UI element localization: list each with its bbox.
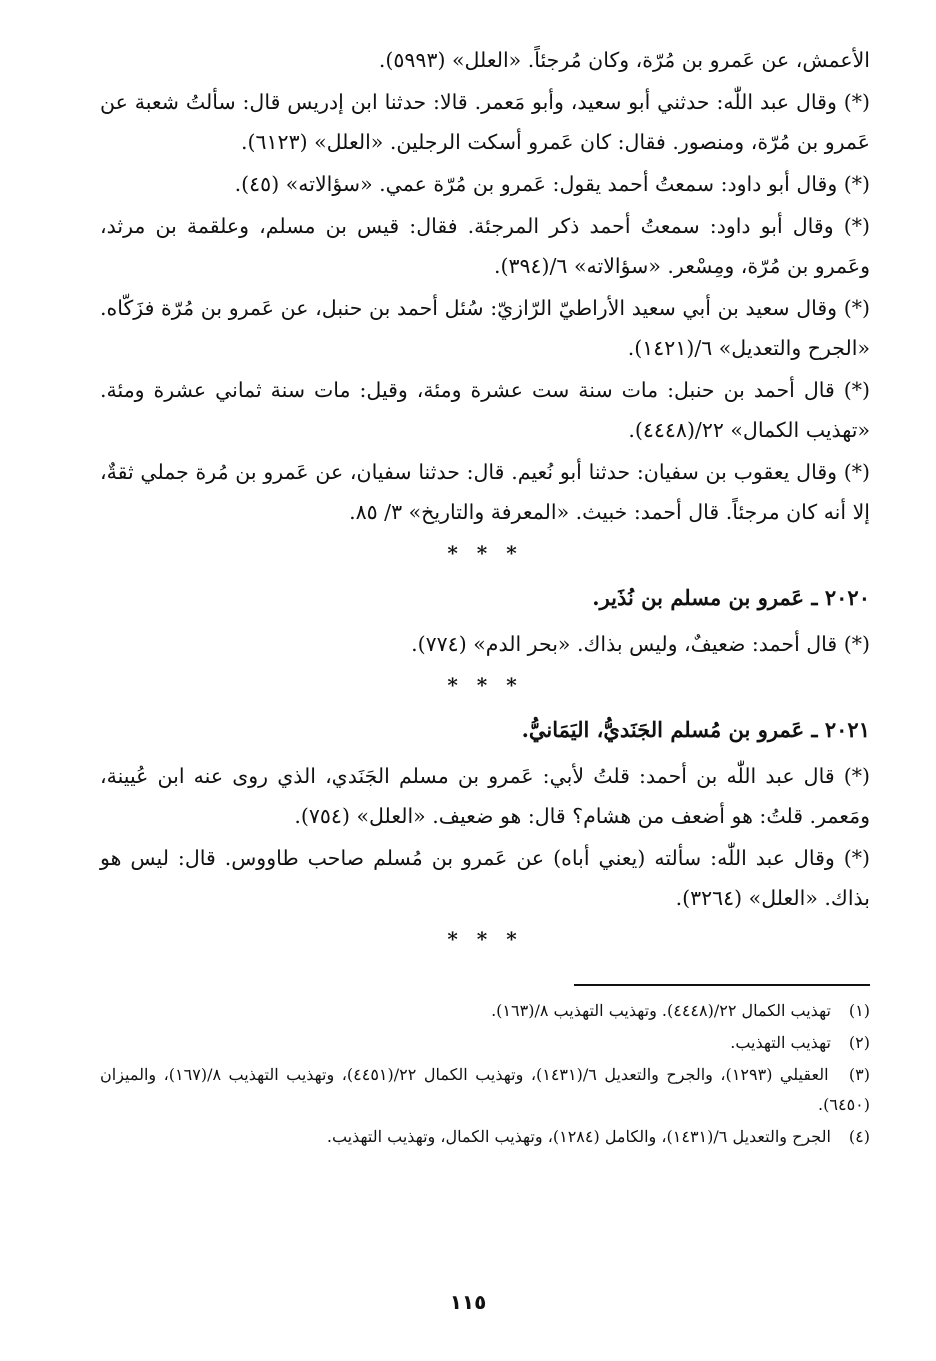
paragraph: (*) وقال عبد اللّٰه: حدثني أبو سعيد، وأبو مَعمر. قالا: حدثنا ابن إدريس قال: سألتُ شعبة عن عَمرو بن مُرّة، ومنصور. فقال: كان عَمرو أسكت الرجلين. «العلل» (٦١٢٣). bbox=[100, 90, 870, 154]
footnote-text: تهذيب الكمال ٢٢/(٤٤٤٨). وتهذيب التهذيب ٨/(١٦٣). bbox=[491, 1001, 831, 1020]
paragraph: (*) وقال يعقوب بن سفيان: حدثنا أبو نُعيم. قال: حدثنا سفيان، عن عَمرو بن مُرة جملي ثقةٌ، إلا أنه كان مرجئاً. قال أحمد: خبيث. «المعرفة والتاريخ» ٣/ ٨٥. bbox=[100, 460, 870, 524]
footnote-text: الجرح والتعديل ٦/(١٤٣١)، والكامل (١٢٨٤)، وتهذيب الكمال، وتهذيب التهذيب. bbox=[326, 1127, 831, 1146]
entry-heading-2021: ٢٠٢١ ـ عَمرو بن مُسلم الجَنَديُّ، اليَمَانيُّ. bbox=[521, 717, 870, 742]
entry-heading-2020: ٢٠٢٠ ـ عَمرو بن مسلم بن نُذَير. bbox=[592, 585, 870, 610]
paragraph: (*) قال عبد اللّٰه بن أحمد: قلتُ لأبي: عَمرو بن مسلم الجَنَدي، الذي روى عنه ابن عُيينة، ومَعمر. قلتُ: هو أضعف من هشام؟ قال: هو ضعيف. «العلل» (٧٥٤). bbox=[100, 764, 870, 828]
paragraph: (*) وقال أبو داود: سمعتُ أحمد يقول: عَمرو بن مُرّة عمي. «سؤالاته» (٤٥). bbox=[234, 172, 870, 196]
paragraph: (*) قال أحمد: ضعيفٌ، وليس بذاك. «بحر الدم» (٧٧٤). bbox=[411, 632, 870, 656]
section-separator: * * * bbox=[447, 673, 523, 697]
footnote bbox=[100, 1028, 870, 1058]
page-body bbox=[100, 40, 870, 1154]
footnote-number: (٤) bbox=[848, 1127, 870, 1146]
paragraph: (*) قال أحمد بن حنبل: مات سنة ست عشرة ومئة، وقيل: مات سنة ثماني عشرة ومئة. «تهذيب الكمال» ٢٢/(٤٤٤٨). bbox=[100, 378, 870, 442]
footnote-number: (٢) bbox=[848, 1033, 870, 1052]
footnote bbox=[100, 1122, 870, 1152]
footnote bbox=[100, 996, 870, 1026]
section-separator: * * * bbox=[447, 541, 523, 565]
footnote-number: (٣) bbox=[848, 1065, 871, 1084]
paragraph: (*) وقال عبد اللّٰه: سألته (يعني أباه) عن عَمرو بن مُسلم صاحب طاووس. قال: ليس هو بذاك. «العلل» (٣٢٦٤). bbox=[100, 846, 870, 910]
footnote-text: العقيلي (١٢٩٣)، والجرح والتعديل ٦/(١٤٣١)، وتهذيب الكمال ٢٢/(٤٤٥١)، وتهذيب التهذيب ٨/(١٦٧)، والميزان (٦٤٥٠). bbox=[100, 1065, 870, 1114]
footnote bbox=[100, 1060, 870, 1120]
paragraph: (*) وقال سعيد بن أبي سعيد الأراطيّ الرّازيّ: سُئل أحمد بن حنبل، عن عَمرو بن مُرّة فزَكّاه. «الجرح والتعديل» ٦/(١٤٢١). bbox=[100, 296, 870, 360]
footnote-text: تهذيب التهذيب. bbox=[730, 1033, 831, 1052]
paragraph: الأعمش، عن عَمرو بن مُرّة، وكان مُرجئاً. «العلل» (٥٩٩٣). bbox=[378, 48, 870, 72]
section-separator: * * * bbox=[447, 927, 523, 951]
page-number: ١١٥ bbox=[449, 1290, 487, 1314]
footnote-rule bbox=[574, 984, 870, 986]
footnote-number: (١) bbox=[848, 1001, 870, 1020]
paragraph: (*) وقال أبو داود: سمعتُ أحمد ذكر المرجئة. فقال: قيس بن مسلم، وعلقمة بن مرثد، وعَمرو بن مُرّة، ومِسْعر. «سؤالاته» ٦/(٣٩٤). bbox=[100, 214, 870, 278]
footnotes bbox=[100, 996, 870, 1152]
